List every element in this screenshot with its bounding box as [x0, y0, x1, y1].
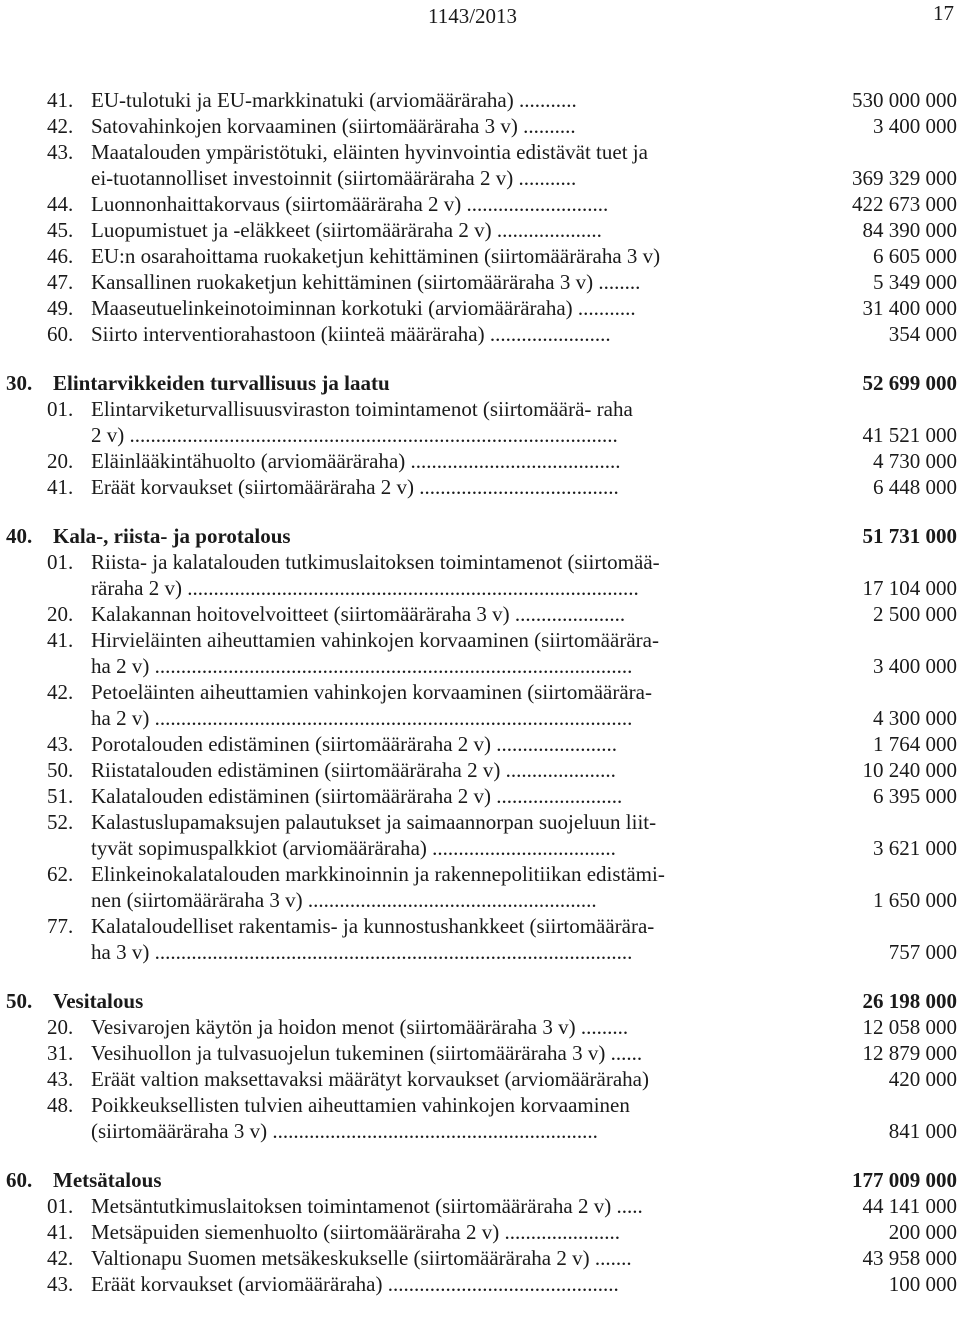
budget-item-row — [47, 887, 957, 913]
item-number: 60. — [47, 322, 74, 346]
item-amount: 3 400 000 — [873, 654, 957, 678]
budget-item-row — [47, 321, 957, 347]
item-amount: 43 958 000 — [862, 1246, 957, 1270]
item-amount: 177 009 000 — [852, 1168, 957, 1192]
item-number: 44. — [47, 192, 74, 216]
item-description: Luopumistuet ja -eläkkeet (siirtomääräraha 2 v) .................... — [91, 218, 602, 242]
item-amount: 6 395 000 — [873, 784, 957, 808]
budget-item-row — [47, 1193, 957, 1219]
item-description: (siirtomääräraha 3 v) .............................................................. — [91, 1119, 598, 1143]
item-amount: 51 731 000 — [862, 524, 957, 548]
budget-table — [6, 87, 957, 1297]
item-amount: 5 349 000 — [873, 270, 957, 294]
item-amount: 1 764 000 — [873, 732, 957, 756]
item-description: Maaseutuelinkeinotoiminnan korkotuki (arviomääräraha) ........... — [91, 296, 636, 320]
item-number: 43. — [47, 1067, 74, 1091]
budget-item-row — [47, 601, 957, 627]
budget-item-row — [47, 474, 957, 500]
item-amount: 12 879 000 — [862, 1041, 957, 1065]
item-description: Kalastuslupamaksujen palautukset ja saimaannorpan suojeluun liit- — [91, 810, 657, 834]
budget-item-row — [47, 1118, 957, 1144]
item-number: 60. — [6, 1168, 33, 1192]
budget-item-row — [47, 809, 957, 835]
budget-item-row — [47, 165, 957, 191]
item-number: 47. — [47, 270, 74, 294]
page-number: 17 — [933, 1, 954, 25]
item-number: 42. — [47, 114, 74, 138]
item-description: Kansallinen ruokaketjun kehittäminen (siirtomääräraha 3 v) ........ — [91, 270, 641, 294]
budget-item-row — [47, 1092, 957, 1118]
budget-item-row — [47, 243, 957, 269]
item-description: EU:n osarahoittama ruokaketjun kehittäminen (siirtomääräraha 3 v) — [91, 244, 661, 268]
item-number: 41. — [47, 475, 74, 499]
budget-item-row — [47, 835, 957, 861]
budget-item-row — [47, 549, 957, 575]
item-description: Vesivarojen käytön ja hoidon menot (siirtomääräraha 3 v) ......... — [91, 1015, 629, 1039]
item-amount: 2 500 000 — [873, 602, 957, 626]
item-amount: 41 521 000 — [862, 423, 957, 447]
budget-item-row — [47, 87, 957, 113]
item-description: Metsäntutkimuslaitoksen toimintamenot (siirtomääräraha 2 v) ..... — [91, 1194, 643, 1218]
item-number: 01. — [47, 1194, 74, 1218]
item-number: 50. — [47, 758, 74, 782]
budget-item-row — [47, 757, 957, 783]
item-amount: 841 000 — [888, 1119, 957, 1143]
item-amount: 31 400 000 — [862, 296, 957, 320]
item-description: Eräät valtion maksettavaksi määrätyt korvaukset (arviomääräraha) — [91, 1067, 649, 1091]
budget-item-row — [47, 139, 957, 165]
item-number: 77. — [47, 914, 74, 938]
budget-item-row — [47, 1014, 957, 1040]
page-header — [0, 0, 960, 40]
item-number: 43. — [47, 140, 74, 164]
budget-item-row — [47, 217, 957, 243]
item-number: 43. — [47, 732, 74, 756]
budget-item-row — [47, 679, 957, 705]
main-item-row — [6, 1167, 957, 1193]
item-amount: 420 000 — [888, 1067, 957, 1091]
item-description: ha 2 v) ........................................................................................... — [91, 706, 633, 730]
item-amount: 369 329 000 — [852, 166, 957, 190]
item-description: tyvät sopimuspalkkiot (arviomääräraha) ................................... — [91, 836, 616, 860]
item-number: 20. — [47, 1015, 74, 1039]
item-number: 46. — [47, 244, 74, 268]
item-description: Porotalouden edistäminen (siirtomääräraha 2 v) ....................... — [91, 732, 618, 756]
item-number: 31. — [47, 1041, 74, 1065]
item-amount: 1 650 000 — [873, 888, 957, 912]
item-description: Maatalouden ympäristötuki, eläinten hyvinvointia edistävät tuet ja — [91, 140, 648, 164]
item-amount: 6 448 000 — [873, 475, 957, 499]
item-amount: 10 240 000 — [862, 758, 957, 782]
item-description: Eräät korvaukset (arviomääräraha) ............................................ — [91, 1272, 619, 1296]
item-amount: 200 000 — [888, 1220, 957, 1244]
item-description: Luonnonhaittakorvaus (siirtomääräraha 2 v) ........................... — [91, 192, 609, 216]
item-description: Elintarviketurvallisuusviraston toimintamenot (siirtomäärä- raha — [91, 397, 633, 421]
budget-item-row — [47, 939, 957, 965]
item-number: 41. — [47, 1220, 74, 1244]
item-amount: 6 605 000 — [873, 244, 957, 268]
budget-item-row — [47, 448, 957, 474]
item-number: 43. — [47, 1272, 74, 1296]
item-description: Kalataloudelliset rakentamis- ja kunnostushankkeet (siirtomäärära- — [91, 914, 655, 938]
budget-item-row — [47, 731, 957, 757]
item-amount: 530 000 000 — [852, 88, 957, 112]
item-number: 62. — [47, 862, 74, 886]
item-description: Siirto interventiorahastoon (kiinteä määräraha) ....................... — [91, 322, 611, 346]
item-description: Kalatalouden edistäminen (siirtomääräraha 2 v) ........................ — [91, 784, 623, 808]
item-amount: 26 198 000 — [862, 989, 957, 1013]
item-description: ha 2 v) ........................................................................................... — [91, 654, 633, 678]
item-description: EU-tulotuki ja EU-markkinatuki (arviomääräraha) ........... — [91, 88, 577, 112]
budget-item-row — [47, 1040, 957, 1066]
item-description: Satovahinkojen korvaaminen (siirtomääräraha 3 v) .......... — [91, 114, 576, 138]
item-description: Elinkeinokalatalouden markkinoinnin ja rakennepolitiikan edistämi- — [91, 862, 665, 886]
item-number: 41. — [47, 88, 74, 112]
item-amount: 44 141 000 — [862, 1194, 957, 1218]
item-amount: 4 730 000 — [873, 449, 957, 473]
item-description: Petoeläinten aiheuttamien vahinkojen korvaaminen (siirtomäärära- — [91, 680, 652, 704]
item-amount: 757 000 — [888, 940, 957, 964]
item-description: Metsäpuiden siemenhuolto (siirtomääräraha 2 v) ...................... — [91, 1220, 620, 1244]
item-amount: 12 058 000 — [862, 1015, 957, 1039]
item-amount: 100 000 — [888, 1272, 957, 1296]
budget-item-row — [47, 913, 957, 939]
item-description: ei-tuotannolliset investoinnit (siirtomääräraha 2 v) ........... — [91, 166, 577, 190]
budget-item-row — [47, 1066, 957, 1092]
item-amount: 84 390 000 — [862, 218, 957, 242]
item-number: 50. — [6, 989, 33, 1013]
item-description: Elintarvikkeiden turvallisuus ja laatu — [53, 371, 390, 395]
budget-item-row — [47, 861, 957, 887]
item-amount: 3 621 000 — [873, 836, 957, 860]
item-description: Poikkeuksellisten tulvien aiheuttamien vahinkojen korvaaminen — [91, 1093, 630, 1117]
item-amount: 52 699 000 — [862, 371, 957, 395]
item-number: 42. — [47, 680, 74, 704]
budget-item-row — [47, 1245, 957, 1271]
item-description: Vesitalous — [53, 989, 144, 1013]
budget-item-row — [47, 705, 957, 731]
budget-item-row — [47, 575, 957, 601]
main-item-row — [6, 370, 957, 396]
item-amount: 422 673 000 — [852, 192, 957, 216]
item-description: Vesihuollon ja tulvasuojelun tukeminen (siirtomääräraha 3 v) ...... — [91, 1041, 643, 1065]
main-item-row — [6, 988, 957, 1014]
main-item-row — [6, 523, 957, 549]
budget-item-row — [47, 627, 957, 653]
item-description: Hirvieläinten aiheuttamien vahinkojen korvaaminen (siirtomäärära- — [91, 628, 659, 652]
item-number: 45. — [47, 218, 74, 242]
item-description: Riistatalouden edistäminen (siirtomääräraha 2 v) ..................... — [91, 758, 616, 782]
item-amount: 3 400 000 — [873, 114, 957, 138]
item-amount: 17 104 000 — [862, 576, 957, 600]
budget-item-row — [47, 653, 957, 679]
budget-item-row — [47, 396, 957, 422]
item-number: 51. — [47, 784, 74, 808]
item-description: räraha 2 v) ...................................................................................... — [91, 576, 639, 600]
item-description: Eräät korvaukset (siirtomääräraha 2 v) ...................................... — [91, 475, 619, 499]
budget-item-row — [47, 1271, 957, 1297]
item-number: 01. — [47, 550, 74, 574]
item-description: nen (siirtomääräraha 3 v) ....................................................... — [91, 888, 597, 912]
item-number: 49. — [47, 296, 74, 320]
budget-item-row — [47, 269, 957, 295]
document-number: 1143/2013 — [428, 4, 518, 28]
budget-item-row — [47, 191, 957, 217]
budget-item-row — [47, 783, 957, 809]
item-amount: 354 000 — [888, 322, 957, 346]
item-number: 40. — [6, 524, 33, 548]
item-number: 01. — [47, 397, 74, 421]
item-description: Riista- ja kalatalouden tutkimuslaitoksen toimintamenot (siirtomää- — [91, 550, 660, 574]
item-number: 20. — [47, 449, 74, 473]
item-number: 41. — [47, 628, 74, 652]
item-amount: 4 300 000 — [873, 706, 957, 730]
item-description: ha 3 v) ........................................................................................... — [91, 940, 633, 964]
budget-item-row — [47, 113, 957, 139]
budget-item-row — [47, 422, 957, 448]
item-description: Metsätalous — [53, 1168, 162, 1192]
item-description: Kalakannan hoitovelvoitteet (siirtomääräraha 3 v) ..................... — [91, 602, 626, 626]
item-description: Kala-, riista- ja porotalous — [53, 524, 291, 548]
item-number: 20. — [47, 602, 74, 626]
budget-item-row — [47, 295, 957, 321]
budget-item-row — [47, 1219, 957, 1245]
item-number: 48. — [47, 1093, 74, 1117]
item-description: Valtionapu Suomen metsäkeskukselle (siirtomääräraha 2 v) ....... — [91, 1246, 632, 1270]
item-number: 30. — [6, 371, 33, 395]
item-number: 52. — [47, 810, 74, 834]
item-description: Eläinlääkintähuolto (arviomääräraha) ........................................ — [91, 449, 621, 473]
item-number: 42. — [47, 1246, 74, 1270]
item-description: 2 v) ............................................................................................. — [91, 423, 618, 447]
